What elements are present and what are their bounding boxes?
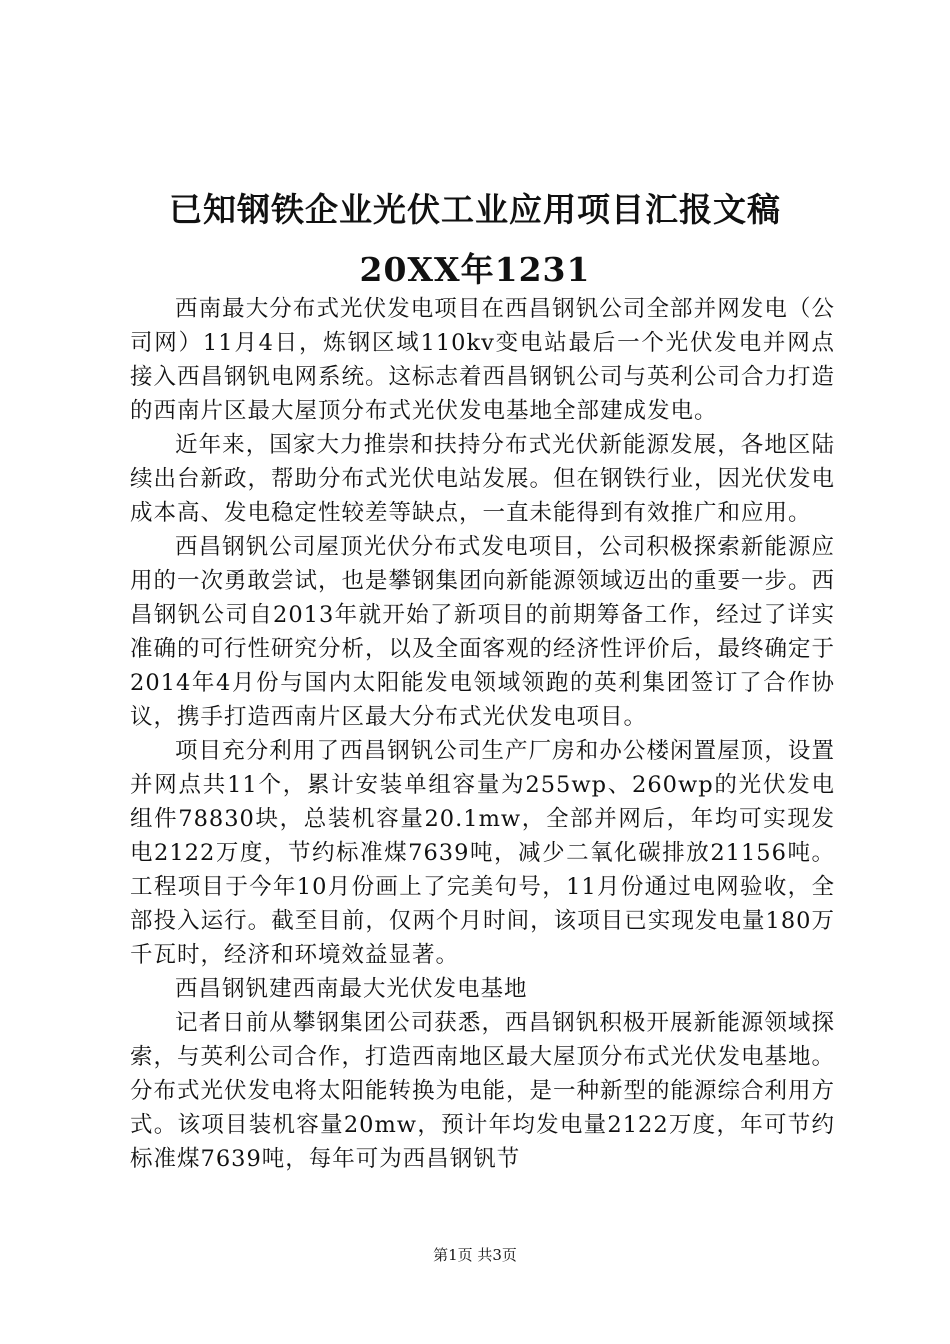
paragraph: 近年来，国家大力推崇和扶持分布式光伏新能源发展，各地区陆续出台新政，帮助分布式光伏电站发展。但在钢铁行业，因光伏发电成本高、发电稳定性较差等缺点，一直未能得到有效推广和应用。: [130, 432, 836, 526]
page-footer: 第1页 共3页: [433, 1246, 517, 1264]
paragraph: 项目充分利用了西昌钢钒公司生产厂房和办公楼闲置屋顶，设置并网点共11个，累计安装单组容量为255wp、260wp的光伏发电组件78830块，总装机容量20.1mw，全部并网后，年均可实现发电2122万度，节约标准煤7639吨，减少二氧化碳排放21156吨。工程项目于今年10月份画上了完美句号，11月份通过电网验收，全部投入运行。截至目前，仅两个月时间，该项目已实现发电量180万千瓦时，经济和环境效益显著。: [130, 738, 835, 968]
paragraph: 西昌钢钒公司屋顶光伏分布式发电项目，公司积极探索新能源应用的一次勇敢尝试，也是攀钢集团向新能源领域迈出的重要一步。西昌钢钒公司自2013年就开始了新项目的前期筹备工作，经过了详实准确的可行性研究分析，以及全面客观的经济性评价后，最终确定于2014年4月份与国内太阳能发电领域领跑的英利集团签订了合作协议，携手打造西南片区最大分布式光伏发电项目。: [130, 534, 836, 730]
document-title-date: 20XX年1231: [359, 250, 591, 289]
document-title: 已知钢铁企业光伏工业应用项目汇报文稿: [169, 190, 781, 229]
paragraph: 西南最大分布式光伏发电项目在西昌钢钒公司全部并网发电（公司网）11月4日，炼钢区域110kv变电站最后一个光伏发电并网点接入西昌钢钒电网系统。这标志着西昌钢钒公司与英利公司合力打造的西南片区最大屋顶分布式光伏发电基地全部建成发电。: [130, 296, 836, 424]
section-heading: 西昌钢钒建西南最大光伏发电基地: [175, 976, 528, 1002]
document-body: [130, 292, 835, 1176]
paragraph: 记者日前从攀钢集团公司获悉，西昌钢钒积极开展新能源领域探索，与英利公司合作，打造西南地区最大屋顶分布式光伏发电基地。分布式光伏发电将太阳能转换为电能，是一种新型的能源综合利用方式。该项目装机容量20mw，预计年均发电量2122万度，年可节约标准煤7639吨，每年可为西昌钢钒节: [130, 1010, 836, 1172]
